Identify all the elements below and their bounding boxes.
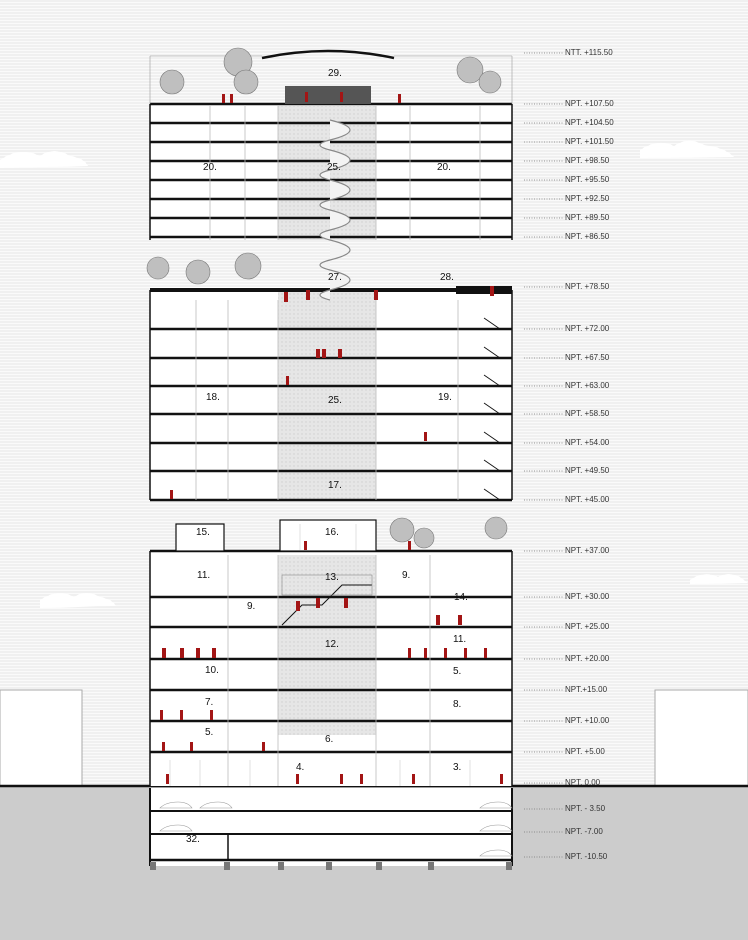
basement-parking xyxy=(150,788,512,870)
level-label: NPT. +45.00 xyxy=(565,495,610,504)
space-number-label: 14. xyxy=(454,592,468,603)
space-number-label: 12. xyxy=(325,639,339,650)
level-label: NPT. +92.50 xyxy=(565,194,610,203)
space-number-label: 19. xyxy=(438,392,452,403)
level-label: NPT. -10.50 xyxy=(565,852,608,861)
space-number-label: 17. xyxy=(328,480,342,491)
level-label: NPT. +20.00 xyxy=(565,654,610,663)
space-number-label: 8. xyxy=(453,699,462,710)
neighbour-building-right xyxy=(655,690,748,788)
level-label: NPT. +58.50 xyxy=(565,409,610,418)
space-number-label: 25. xyxy=(327,162,341,173)
space-number-label: 4. xyxy=(296,762,305,773)
space-number-label: 20. xyxy=(437,162,451,173)
space-number-label: 6. xyxy=(325,734,334,745)
level-label: NPT. +101.50 xyxy=(565,137,614,146)
level-label: NPT. +78.50 xyxy=(565,282,610,291)
space-number-label: 11. xyxy=(197,570,211,581)
level-label: NPT. +5.00 xyxy=(565,747,605,756)
middle-block xyxy=(150,286,512,500)
space-number-label: 5. xyxy=(205,727,214,738)
space-number-label: 9. xyxy=(247,601,256,612)
space-number-label: 3. xyxy=(453,762,462,773)
level-label: NPT. +25.00 xyxy=(565,622,610,631)
space-number-label: 16. xyxy=(325,527,339,538)
level-label: NPT.+15.00 xyxy=(565,685,608,694)
level-label: NTT. +115.50 xyxy=(565,48,613,57)
space-number-label: 11. xyxy=(453,634,467,645)
space-number-label: 28. xyxy=(440,272,454,283)
space-number-label: 25. xyxy=(328,395,342,406)
level-label: NPT. +67.50 xyxy=(565,353,610,362)
space-number-label: 5. xyxy=(453,666,462,677)
space-number-label: 13. xyxy=(325,572,339,583)
level-label: NPT. 0.00 xyxy=(565,778,601,787)
space-number-label: 7. xyxy=(205,697,214,708)
level-label: NPT. +54.00 xyxy=(565,438,610,447)
level-label: NPT. +30.00 xyxy=(565,592,610,601)
level-label: NPT. +98.50 xyxy=(565,156,610,165)
space-number-label: 15. xyxy=(196,527,210,538)
level-label: NPT. +86.50 xyxy=(565,232,610,241)
level-label: NPT. - 3.50 xyxy=(565,804,606,813)
level-label: NPT. +63.00 xyxy=(565,381,610,390)
space-number-label: 10. xyxy=(205,665,219,676)
neighbour-building-left xyxy=(0,690,82,788)
space-number-label: 9. xyxy=(402,570,411,581)
level-label: NPT. +49.50 xyxy=(565,466,610,475)
level-label: NPT. +10.00 xyxy=(565,716,610,725)
space-number-label: 20. xyxy=(203,162,217,173)
space-number-label: 29. xyxy=(328,68,342,79)
space-number-label: 27. xyxy=(328,272,342,283)
level-label: NPT. +95.50 xyxy=(565,175,610,184)
space-number-label: 32. xyxy=(186,834,200,845)
level-label: NPT. -7.00 xyxy=(565,827,603,836)
level-label: NPT. +104.50 xyxy=(565,118,614,127)
level-label: NPT. +37.00 xyxy=(565,546,610,555)
level-label: NPT. +89.50 xyxy=(565,213,610,222)
level-label: NPT. +107.50 xyxy=(565,99,614,108)
space-number-label: 18. xyxy=(206,392,220,403)
level-label: NPT. +72.00 xyxy=(565,324,610,333)
